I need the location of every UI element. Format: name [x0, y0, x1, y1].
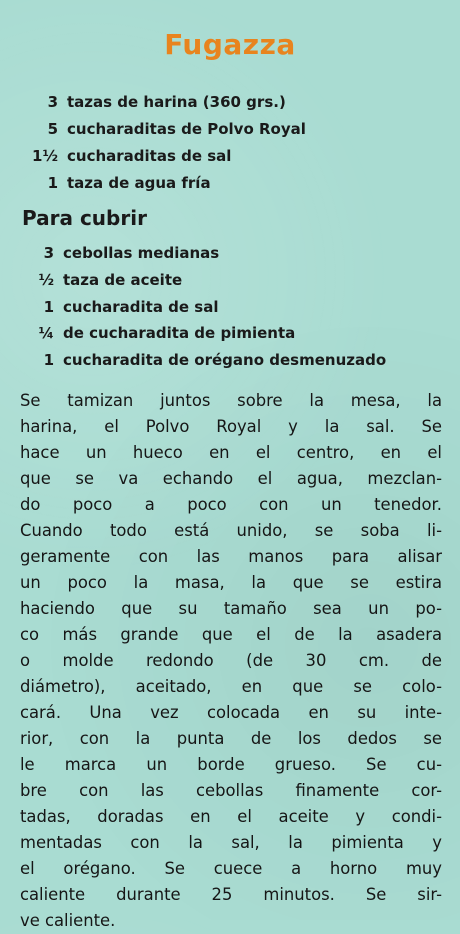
- ingredient-text: cucharaditas de Polvo Royal: [67, 120, 306, 138]
- ingredient-quantity: 1: [43, 351, 54, 369]
- ingredient-text: cucharadita de sal: [63, 298, 219, 316]
- instruction-line: harina, el Polvo Royal y la sal. Se: [20, 417, 442, 436]
- topping-ingredient: [0, 323, 295, 343]
- instruction-line: hace un hueco en el centro, en el: [20, 443, 442, 462]
- instruction-line: caliente durante 25 minutos. Se sir-: [20, 885, 442, 904]
- instruction-line: co más grande que el de la asadera: [20, 625, 442, 644]
- ingredient-quantity: 3: [47, 93, 58, 111]
- instruction-line: tadas, doradas en el aceite y condi-: [20, 807, 442, 826]
- ingredient-text: taza de aceite: [63, 271, 183, 289]
- ingredient-quantity: 1: [43, 298, 54, 316]
- ingredient-quantity: 3: [43, 244, 54, 262]
- ingredient-quantity: 1: [47, 174, 58, 192]
- ingredient-quantity: 5: [47, 120, 58, 138]
- instruction-line: Se tamizan juntos sobre la mesa, la: [20, 391, 442, 410]
- ingredient-text: tazas de harina (360 grs.): [67, 93, 286, 111]
- instruction-line: mentadas con la sal, la pimienta y: [20, 833, 442, 852]
- instruction-line: el orégano. Se cuece a horno muy: [20, 859, 442, 878]
- topping-ingredient: [0, 243, 219, 263]
- instruction-line: o molde redondo (de 30 cm. de: [20, 651, 442, 670]
- instruction-line: ve caliente.: [20, 911, 116, 930]
- instruction-line: diámetro), aceitado, en que se colo-: [20, 677, 442, 696]
- ingredient-text: cucharadita de orégano desmenuzado: [63, 351, 387, 369]
- ingredient-text: taza de agua fría: [67, 174, 211, 192]
- topping-ingredient: [0, 350, 386, 370]
- instruction-line: rior, con la punta de los dedos se: [20, 729, 442, 748]
- topping-ingredient: [0, 297, 219, 317]
- instruction-line: Cuando todo está unido, se soba li-: [20, 521, 442, 540]
- instruction-line: do poco a poco con un tenedor.: [20, 495, 442, 514]
- dough-ingredient: [0, 146, 231, 166]
- ingredient-text: cebollas medianas: [63, 244, 220, 262]
- recipe-title: Fugazza: [164, 28, 296, 61]
- ingredient-quantity: ½: [38, 271, 54, 289]
- instruction-line: le marca un borde grueso. Se cu-: [20, 755, 442, 774]
- dough-ingredient: [0, 119, 306, 139]
- dough-ingredient: [0, 92, 286, 112]
- ingredient-text: cucharaditas de sal: [67, 147, 232, 165]
- dough-ingredient: [0, 173, 211, 193]
- topping-heading: Para cubrir: [22, 206, 147, 230]
- instruction-line: un poco la masa, la que se estira: [20, 573, 442, 592]
- instruction-line: que se va echando el agua, mezclan-: [20, 469, 442, 488]
- instruction-line: bre con las cebollas finamente cor-: [20, 781, 442, 800]
- ingredient-quantity: ¼: [38, 324, 54, 342]
- instruction-line: cará. Una vez colocada en su inte-: [20, 703, 442, 722]
- instructions-paragraph: [20, 388, 442, 934]
- instruction-line: haciendo que su tamaño sea un po-: [20, 599, 442, 618]
- instruction-line: geramente con las manos para alisar: [20, 547, 442, 566]
- ingredient-quantity: 1½: [32, 147, 58, 165]
- topping-ingredient: [0, 270, 182, 290]
- ingredient-text: de cucharadita de pimienta: [63, 324, 296, 342]
